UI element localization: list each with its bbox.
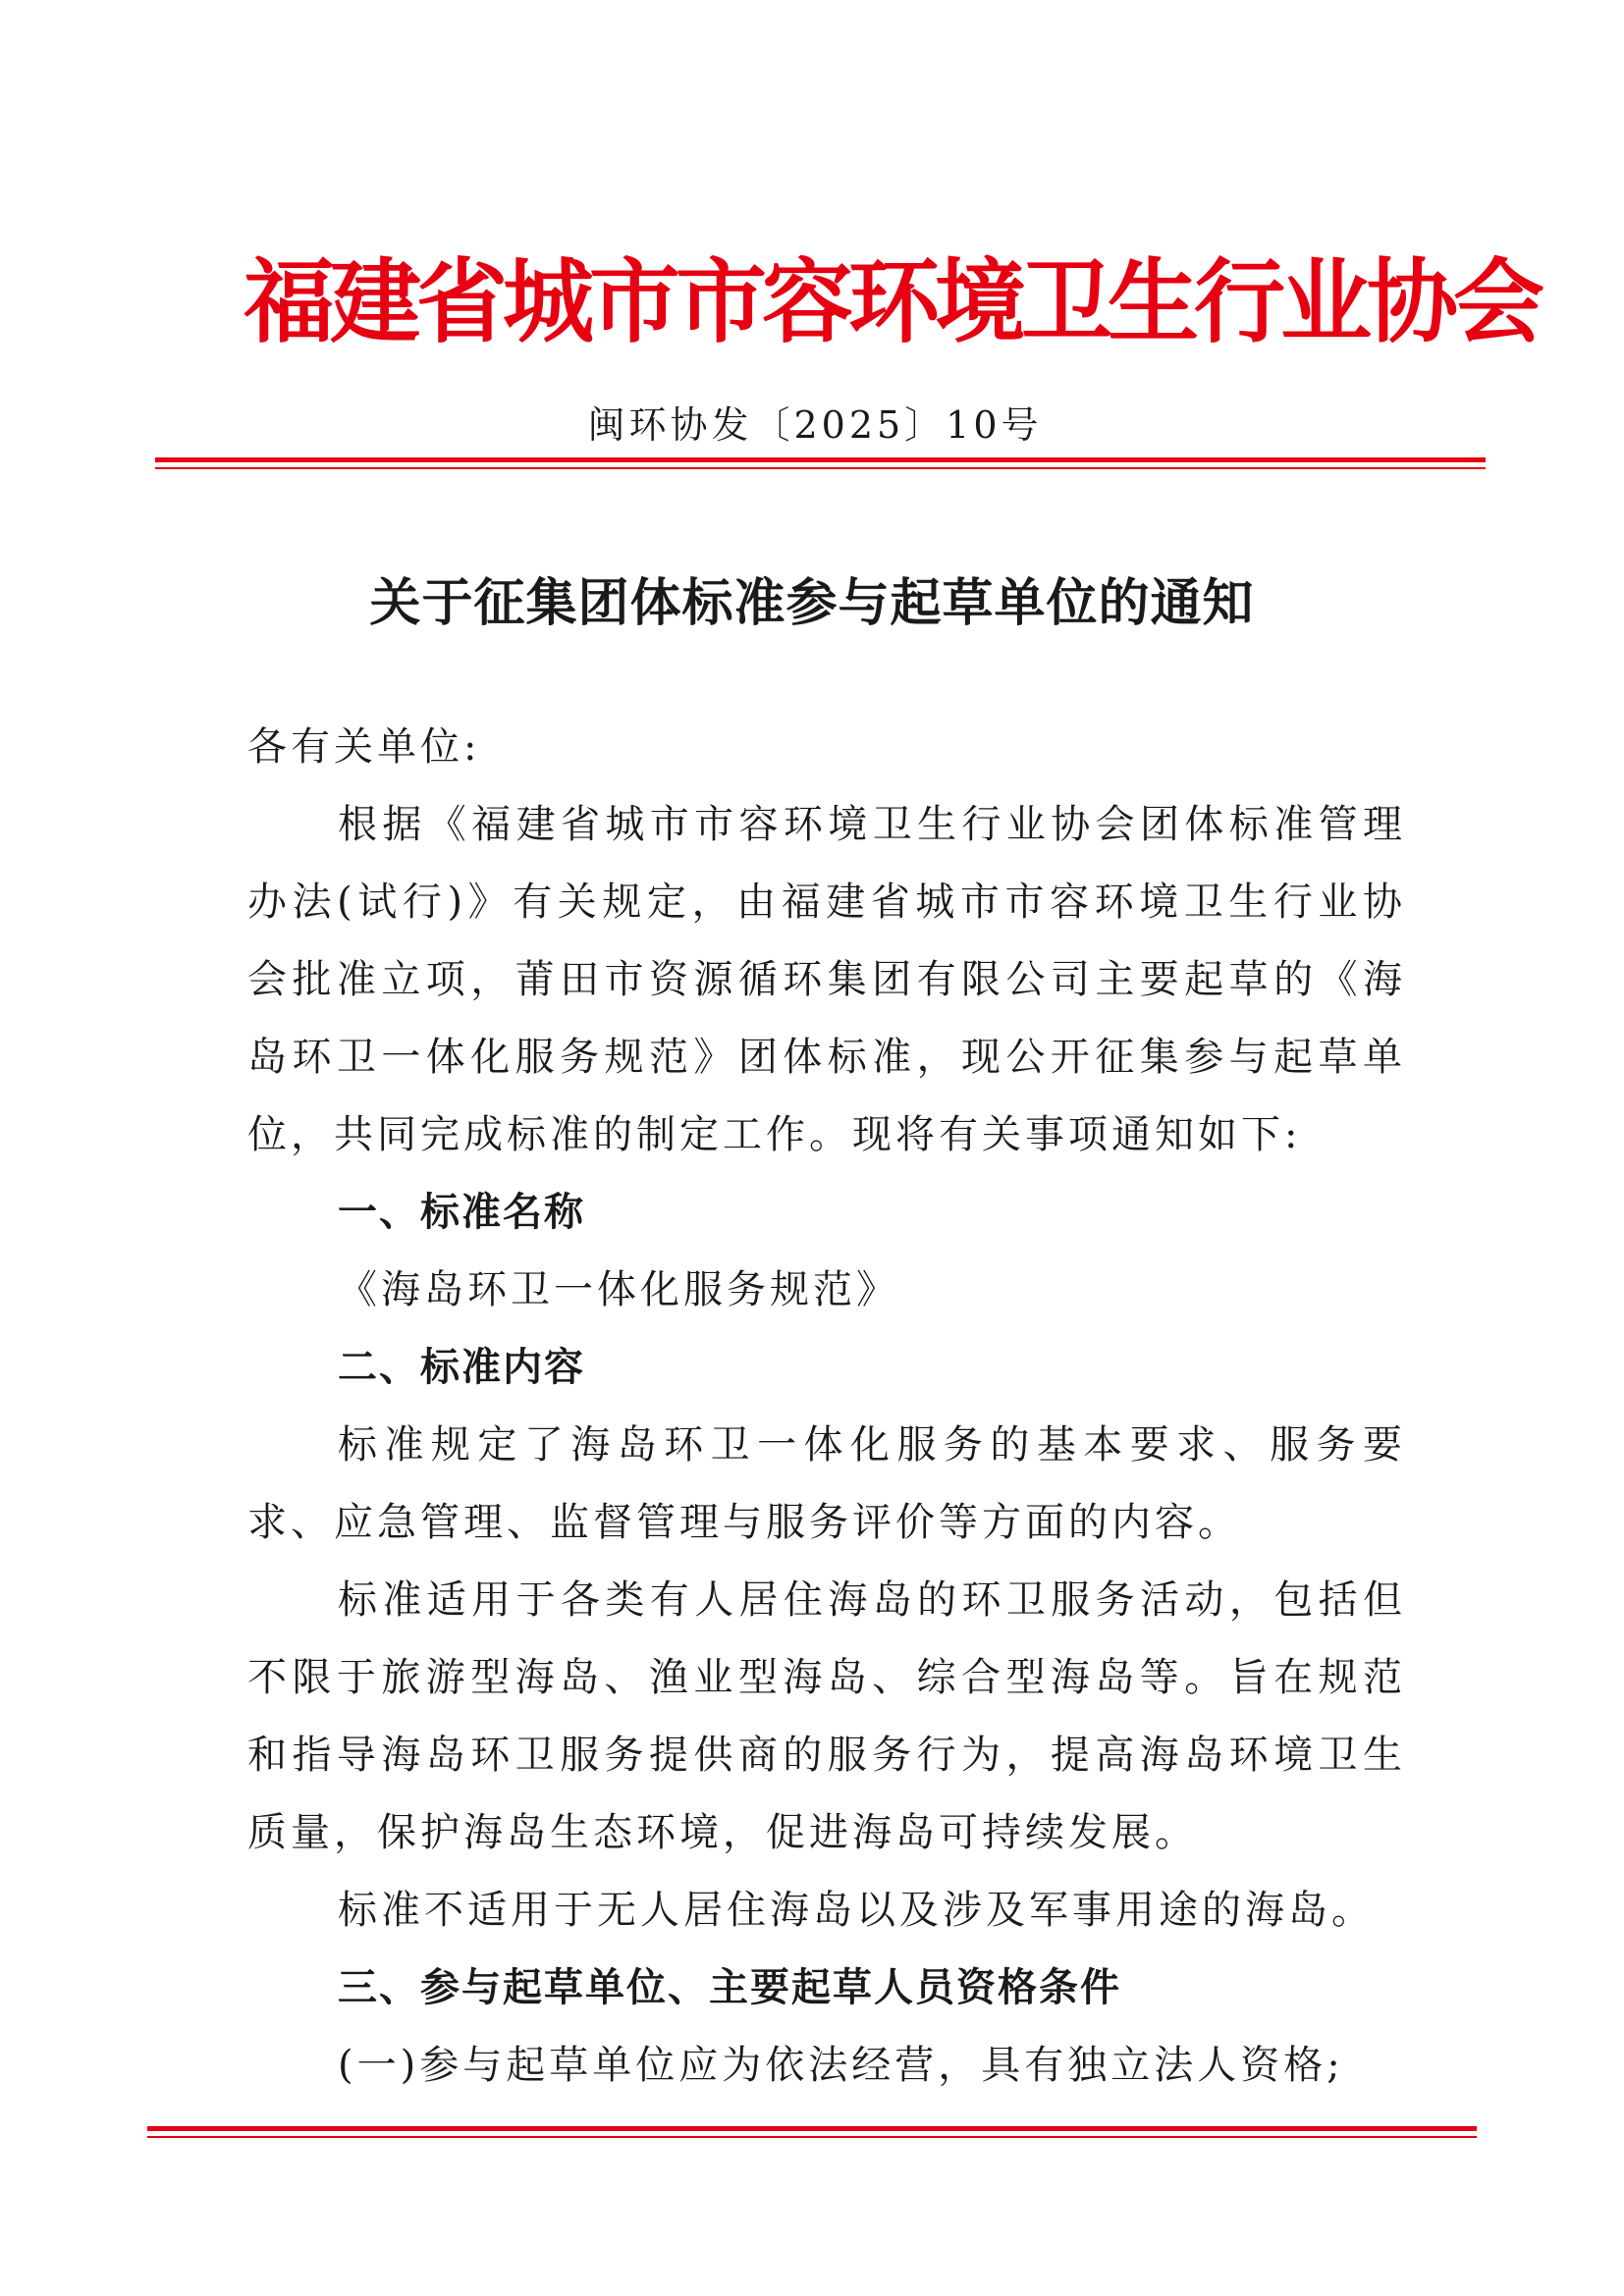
footer-divider-thin bbox=[147, 2136, 1477, 2138]
scope-paragraph: 标准适用于各类有人居住海岛的环卫服务活动，包括但不限于旅游型海岛、渔业型海岛、综合型海岛等。旨在规范和指导海岛环卫服务提供商的服务行为，提高海岛环境卫生质量，保护海岛生态环境，促进海岛可持续发展。 bbox=[247, 1577, 1406, 1855]
section-heading-standard-name: 一、标准名称 bbox=[338, 1190, 585, 1235]
footer-divider-thick bbox=[147, 2126, 1477, 2131]
content-paragraph: 标准规定了海岛环卫一体化服务的基本要求、服务要求、应急管理、监督管理与服务评价等方面的内容。 bbox=[247, 1422, 1406, 1545]
header-divider-thick bbox=[155, 457, 1486, 462]
organization-title: 福建省城市市容环境卫生行业协会 bbox=[244, 249, 1540, 355]
standard-name: 《海岛环卫一体化服务规范》 bbox=[338, 1267, 899, 1312]
section-heading-qualifications: 三、参与起草单位、主要起草人员资格条件 bbox=[338, 1965, 1121, 2010]
document-number: 闽环协发〔2025〕10号 bbox=[587, 403, 1043, 447]
notice-body bbox=[247, 709, 1406, 2105]
notice-title: 关于征集团体标准参与起草单位的通知 bbox=[369, 573, 1255, 633]
section-heading-standard-content: 二、标准内容 bbox=[338, 1345, 585, 1390]
qualification-item: (一)参与起草单位应为依法经营，具有独立法人资格; bbox=[338, 2043, 1344, 2088]
intro-paragraph: 根据《福建省城市市容环境卫生行业协会团体标准管理办法(试行)》有关规定，由福建省城市市容环境卫生行业协会批准立项，莆田市资源循环集团有限公司主要起草的《海岛环卫一体化服务规范》团体标准，现公开征集参与起草单位，共同完成标准的制定工作。现将有关事项通知如下: bbox=[247, 802, 1406, 1157]
exclusion-paragraph: 标准不适用于无人居住海岛以及涉及军事用途的海岛。 bbox=[338, 1888, 1375, 1933]
salutation: 各有关单位: bbox=[247, 724, 481, 770]
header-divider-thin bbox=[155, 467, 1486, 469]
